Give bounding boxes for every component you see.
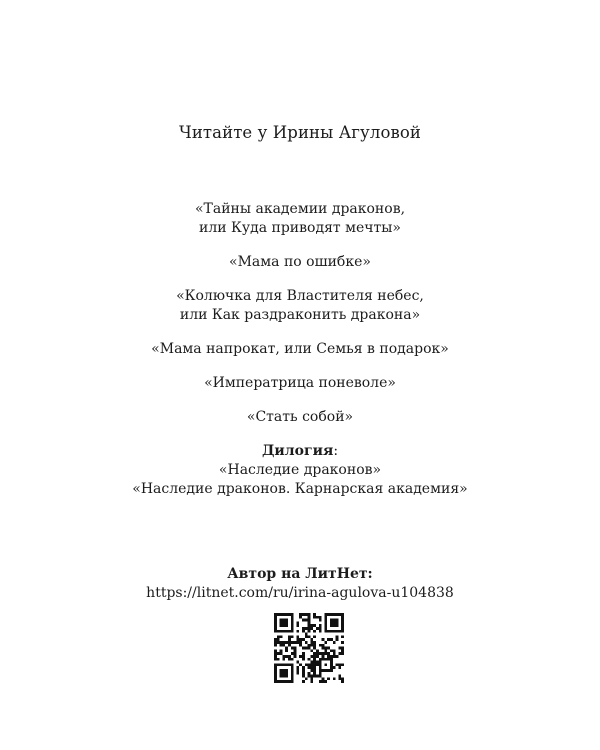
dilogy-title: «Наследие драконов»: [218, 462, 382, 478]
qr-module: [305, 633, 308, 636]
qr-module: [313, 663, 316, 666]
qr-module: [280, 641, 283, 644]
book-title: [0, 287, 600, 325]
qr-module: [310, 661, 313, 664]
book-title-line: «Мама по ошибке»: [229, 254, 371, 270]
qr-module: [274, 644, 277, 647]
qr-module: [282, 655, 285, 658]
qr-module: [313, 652, 316, 655]
qr-module: [324, 663, 327, 666]
qr-module: [296, 661, 299, 664]
qr-module: [308, 672, 311, 675]
qr-module: [319, 630, 322, 633]
qr-module: [308, 630, 311, 633]
qr-module: [274, 638, 277, 641]
qr-module: [305, 619, 308, 622]
qr-module: [341, 680, 344, 683]
qr-module: [299, 638, 302, 641]
qr-module: [330, 638, 333, 641]
book-title: [0, 374, 600, 393]
qr-module: [294, 649, 297, 652]
qr-module: [341, 649, 344, 652]
book-title-line: или Куда приводят мечты»: [199, 220, 401, 236]
qr-module: [277, 635, 280, 638]
qr-module: [280, 652, 283, 655]
qr-module: [327, 677, 330, 680]
qr-module: [302, 613, 305, 616]
qr-module: [277, 641, 280, 644]
qr-module: [333, 666, 336, 669]
book-title-line: «Колючка для Властителя небес,: [176, 288, 424, 304]
qr-module: [310, 677, 313, 680]
qr-module: [341, 652, 344, 655]
dilogy-colon: :: [333, 443, 339, 459]
qr-module: [313, 613, 316, 616]
qr-module: [322, 680, 325, 683]
qr-module: [322, 677, 325, 680]
qr-module: [324, 647, 327, 650]
qr-module: [302, 647, 305, 650]
qr-module: [319, 652, 322, 655]
qr-module: [288, 635, 291, 638]
qr-module: [319, 619, 322, 622]
qr-module: [274, 641, 277, 644]
qr-module: [316, 675, 319, 678]
book-title: [0, 408, 600, 427]
qr-module: [285, 655, 288, 658]
qr-module: [338, 663, 341, 666]
qr-module: [305, 663, 308, 666]
qr-module: [302, 655, 305, 658]
qr-module: [313, 675, 316, 678]
qr-module: [338, 677, 341, 680]
qr-module: [296, 641, 299, 644]
qr-module: [310, 663, 313, 666]
qr-module: [302, 672, 305, 675]
qr-module: [319, 680, 322, 683]
book-title: [0, 253, 600, 272]
qr-module: [338, 652, 341, 655]
dilogy-label-row: [0, 442, 600, 461]
qr-module: [308, 675, 311, 678]
qr-module: [296, 624, 299, 627]
qr-module: [333, 649, 336, 652]
qr-module: [324, 649, 327, 652]
dilogy-label: Дилогия: [261, 443, 334, 459]
qr-module: [296, 621, 299, 624]
qr-module: [285, 641, 288, 644]
qr-module: [288, 658, 291, 661]
qr-module: [296, 630, 299, 633]
qr-module: [341, 641, 344, 644]
qr-module: [310, 669, 313, 672]
qr-module: [319, 627, 322, 630]
qr-module: [316, 616, 319, 619]
qr-module: [305, 635, 308, 638]
qr-module: [280, 619, 288, 627]
qr-module: [288, 644, 291, 647]
qr-module: [294, 652, 297, 655]
qr-module: [310, 680, 313, 683]
qr-module: [313, 647, 316, 650]
book-title-line: «Мама напрокат, или Семья в подарок»: [151, 341, 449, 357]
qr-module: [319, 644, 322, 647]
qr-module: [313, 624, 316, 627]
book-title-line: «Тайны академии драконов,: [194, 201, 406, 217]
qr-module: [313, 672, 316, 675]
qr-module: [322, 644, 325, 647]
book-title-line: «Императрица поневоле»: [204, 375, 396, 391]
qr-module: [338, 647, 341, 650]
qr-module: [333, 677, 336, 680]
qr-module: [322, 655, 325, 658]
qr-module: [274, 649, 277, 652]
qr-module: [338, 675, 341, 678]
qr-module: [341, 663, 344, 666]
qr-module: [308, 635, 311, 638]
qr-module: [322, 647, 325, 650]
qr-module: [299, 644, 302, 647]
qr-module: [310, 666, 313, 669]
qr-module: [308, 613, 311, 616]
qr-module: [302, 666, 305, 669]
qr-module: [291, 658, 294, 661]
qr-module: [296, 672, 299, 675]
qr-module: [313, 666, 316, 669]
qr-module: [294, 647, 297, 650]
qr-module: [282, 658, 285, 661]
qr-module: [288, 655, 291, 658]
qr-module: [313, 616, 316, 619]
qr-module: [308, 624, 311, 627]
dilogy-section: [0, 442, 600, 499]
qr-module: [330, 619, 338, 627]
qr-module: [302, 630, 305, 633]
qr-module: [336, 663, 339, 666]
author-label: Автор на ЛитНет:: [227, 566, 373, 582]
qr-module: [280, 644, 283, 647]
qr-module: [336, 638, 339, 641]
qr-module: [313, 661, 316, 664]
qr-module: [336, 655, 339, 658]
qr-module: [319, 672, 322, 675]
qr-module: [302, 669, 305, 672]
qr-module: [336, 635, 339, 638]
qr-module: [296, 635, 299, 638]
qr-module: [274, 652, 277, 655]
qr-module: [294, 655, 297, 658]
qr-module: [296, 669, 299, 672]
qr-module: [310, 624, 313, 627]
qr-module: [310, 655, 313, 658]
qr-module: [319, 616, 322, 619]
qr-module: [285, 649, 288, 652]
qr-module: [324, 652, 327, 655]
qr-module: [316, 655, 319, 658]
qr-module: [313, 669, 316, 672]
qr-module: [313, 641, 316, 644]
qr-module: [294, 641, 297, 644]
book-list: [0, 200, 600, 499]
qr-module: [302, 658, 305, 661]
qr-module: [291, 652, 294, 655]
qr-module: [310, 675, 313, 678]
qr-module: [280, 635, 283, 638]
qr-module: [330, 649, 333, 652]
qr-module: [310, 641, 313, 644]
qr-module: [280, 649, 283, 652]
qr-module: [310, 644, 313, 647]
book-title-line: или Как раздраконить дракона»: [179, 307, 421, 323]
qr-module: [316, 663, 319, 666]
qr-module: [296, 666, 299, 669]
author-url[interactable]: https://litnet.com/ru/irina-agulova-u104838: [146, 585, 454, 601]
book-title: [0, 200, 600, 238]
qr-module: [305, 647, 308, 650]
qr-module: [310, 638, 313, 641]
qr-module: [308, 627, 311, 630]
qr-module: [282, 641, 285, 644]
qr-module: [305, 627, 308, 630]
qr-module: [302, 627, 305, 630]
qr-module: [338, 666, 341, 669]
qr-module: [302, 675, 305, 678]
qr-module: [288, 641, 291, 644]
qr-module: [291, 641, 294, 644]
qr-module: [277, 652, 280, 655]
qr-module: [274, 655, 277, 658]
qr-module: [302, 652, 305, 655]
author-section: [0, 565, 600, 603]
qr-module: [285, 647, 288, 650]
qr-module: [299, 616, 302, 619]
qr-module: [313, 635, 316, 638]
qr-module: [296, 638, 299, 641]
qr-module: [308, 619, 311, 622]
qr-module: [308, 666, 311, 669]
qr-module: [308, 663, 311, 666]
qr-module: [316, 652, 319, 655]
qr-module: [277, 638, 280, 641]
qr-module: [313, 630, 316, 633]
qr-module: [288, 638, 291, 641]
qr-module: [274, 658, 277, 661]
qr-module: [291, 647, 294, 650]
qr-module: [327, 655, 330, 658]
qr-module: [310, 627, 313, 630]
qr-module: [302, 680, 305, 683]
qr-module: [324, 641, 327, 644]
qr-module: [305, 613, 308, 616]
qr-module: [291, 635, 294, 638]
qr-module: [313, 644, 316, 647]
qr-module: [299, 655, 302, 658]
qr-module: [310, 649, 313, 652]
qr-module: [305, 641, 308, 644]
qr-module: [308, 658, 311, 661]
qr-module: [302, 638, 305, 641]
qr-module: [327, 647, 330, 650]
qr-module: [341, 677, 344, 680]
qr-module: [308, 621, 311, 624]
qr-module: [327, 638, 330, 641]
qr-module: [333, 652, 336, 655]
qr-module: [280, 669, 288, 677]
qr-module: [322, 638, 325, 641]
qr-module: [299, 613, 302, 616]
qr-module: [319, 675, 322, 678]
qr-module: [308, 616, 311, 619]
qr-module: [341, 647, 344, 650]
qr-module: [327, 652, 330, 655]
qr-module: [316, 627, 319, 630]
dilogy-title: «Наследие драконов. Карнарская академия»: [132, 481, 468, 497]
qr-module: [316, 649, 319, 652]
qr-module: [313, 655, 316, 658]
qr-module: [299, 663, 302, 666]
qr-module: [330, 655, 333, 658]
qr-module: [341, 635, 344, 638]
qr-code-icon[interactable]: [274, 613, 344, 683]
book-title: [0, 340, 600, 359]
qr-module: [313, 658, 316, 661]
qr-module: [302, 619, 305, 622]
qr-module: [305, 677, 308, 680]
qr-module: [277, 658, 280, 661]
qr-module: [299, 641, 302, 644]
qr-module: [333, 641, 336, 644]
qr-module: [308, 647, 311, 650]
qr-module: [319, 624, 322, 627]
qr-module: [308, 644, 311, 647]
qr-module: [322, 652, 325, 655]
page-heading: Читайте у Ирины Агуловой: [178, 123, 421, 142]
qr-module: [333, 655, 336, 658]
qr-module: [324, 680, 327, 683]
book-title-line: «Стать собой»: [246, 409, 354, 425]
qr-module: [316, 661, 319, 664]
qr-module: [282, 644, 285, 647]
